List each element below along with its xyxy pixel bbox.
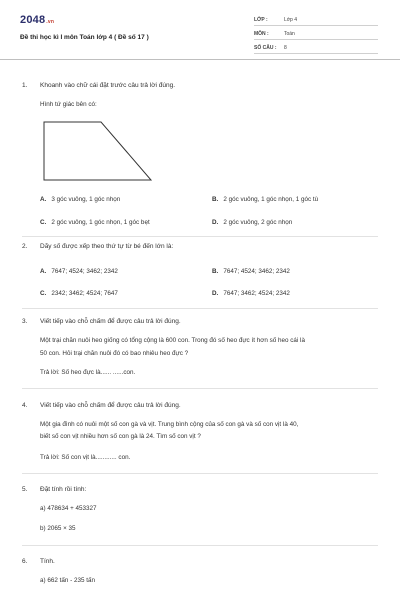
divider (22, 388, 378, 389)
question-4-line-2: biết số con vịt nhiều hơn số con gà là 24. Tìm số con vịt ? (40, 433, 201, 440)
question-1-line: Hình tứ giác bên có: (40, 101, 97, 108)
trapezoid-figure (43, 121, 153, 181)
meta-class-value: Lớp 4 (284, 17, 298, 23)
question-text: Tính. (40, 558, 55, 565)
question-3-answer: Trả lời: Số heo đực là...... ......con. (40, 369, 136, 376)
option-b[interactable]: B. 2 góc vuông, 1 góc nhọn, 1 góc tù (212, 196, 319, 203)
question-number: 4. (22, 402, 28, 409)
option-c[interactable]: C. 2 góc vuông, 1 góc nhọn, 1 góc bẹt (40, 219, 150, 226)
option-d[interactable]: D. 2 góc vuông, 2 góc nhọn (212, 219, 293, 226)
question-text: Đặt tính rồi tính: (40, 486, 87, 493)
meta-class (254, 16, 378, 26)
option-a[interactable]: A. 7647; 4524; 3462; 2342 (40, 268, 118, 275)
question-4-line-1: Một gia đình có nuôi một số con gà và vịt. Trung bình cộng của số con gà và số con vịt là 40, (40, 421, 299, 428)
question-5-part-a: a) 478634 + 453327 (40, 505, 97, 512)
question-3-line-2: 50 con. Hỏi trại chăn nuôi đó có bao nhiêu heo đực ? (40, 350, 189, 357)
question-6-part-a: a) 662 tấn - 235 tấn (40, 577, 95, 584)
question-text: Dãy số được xếp theo thứ tự từ bé đến lớn là: (40, 243, 174, 250)
meta-class-key: LỚP : (254, 17, 268, 23)
question-5-part-b: b) 2065 × 35 (40, 525, 76, 532)
meta-subject-key: MÔN : (254, 31, 269, 37)
question-text: Viết tiếp vào chỗ chấm để được câu trả lời đúng. (40, 318, 181, 325)
question-number: 5. (22, 486, 28, 493)
meta-subject-value: Toán (284, 31, 295, 37)
site-logo[interactable] (20, 14, 54, 26)
meta-count-value: 8 (284, 45, 287, 51)
option-c[interactable]: C. 2342; 3462; 4524; 7647 (40, 290, 118, 297)
divider (22, 236, 378, 237)
divider (22, 545, 378, 546)
question-number: 2. (22, 243, 28, 250)
exam-title: Đề thi học kì I môn Toán lớp 4 ( Đề số 17 ) (20, 34, 149, 41)
option-a[interactable]: A. 3 góc vuông, 1 góc nhọn (40, 196, 121, 203)
divider (22, 308, 378, 309)
question-number: 3. (22, 318, 28, 325)
question-number: 6. (22, 558, 28, 565)
divider (22, 473, 378, 474)
option-b[interactable]: B. 7647; 4524; 3462; 2342 (212, 268, 290, 275)
question-text: Viết tiếp vào chỗ chấm để được câu trả lời đúng. (40, 402, 181, 409)
question-number: 1. (22, 82, 28, 89)
meta-count-key: SỐ CÂU : (254, 45, 277, 51)
logo-text: 2048 (20, 14, 46, 26)
question-4-answer: Trả lời: Số con vịt là............ con. (40, 454, 131, 461)
question-3-line-1: Một trại chăn nuôi heo giống có tổng cộng là 600 con. Trong đó số heo đực ít hơn số heo cái là (40, 337, 305, 344)
logo-suffix: .vn (46, 19, 55, 25)
page-header (0, 0, 400, 60)
question-text: Khoanh vào chữ cái đặt trước câu trả lời đúng. (40, 82, 176, 89)
meta-count (254, 44, 378, 54)
option-d[interactable]: D. 7647; 3462; 4524; 2342 (212, 290, 290, 297)
meta-subject (254, 30, 378, 40)
